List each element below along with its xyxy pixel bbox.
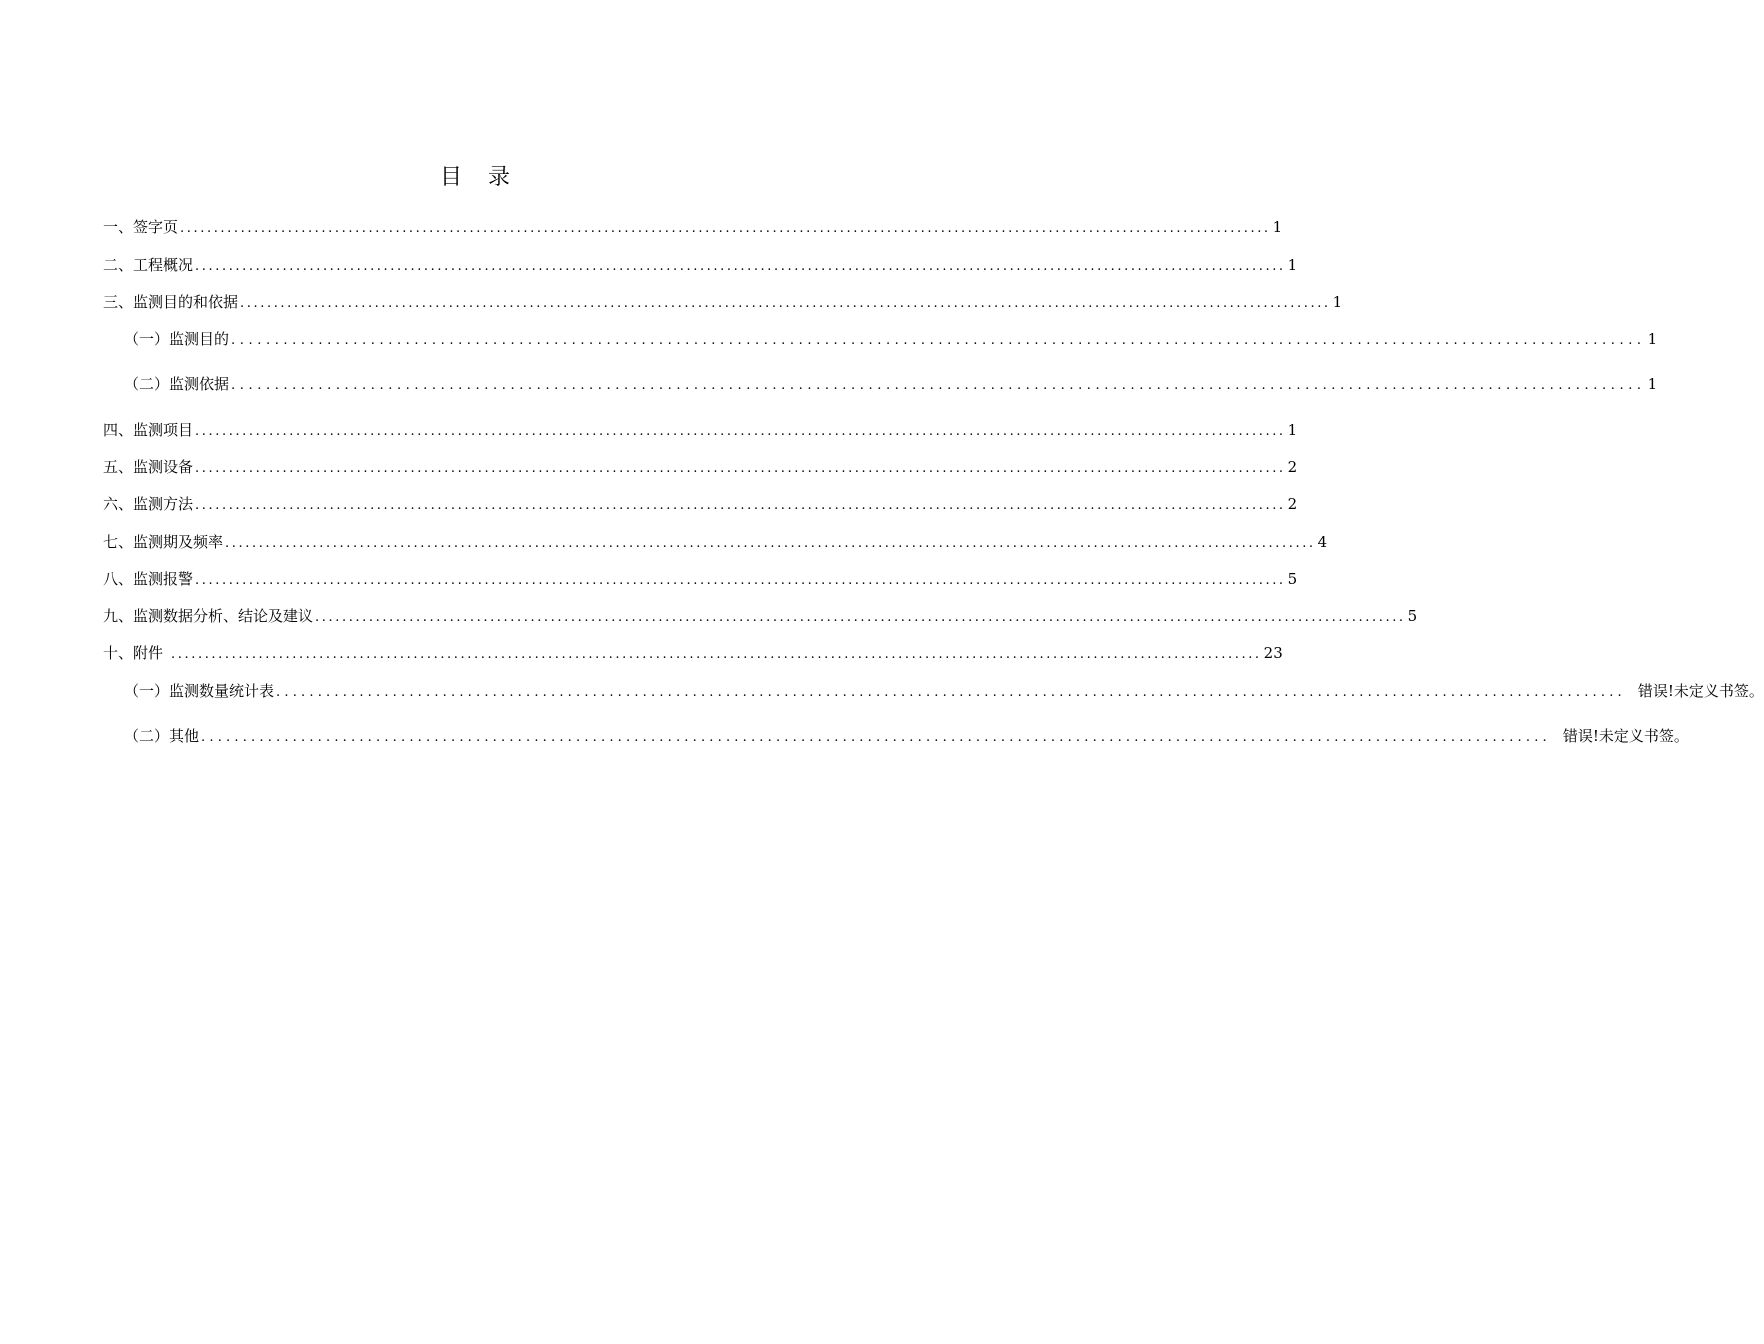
toc-entry[interactable] — [103, 291, 1343, 313]
toc-entry[interactable] — [124, 328, 1658, 350]
toc-entry[interactable] — [124, 373, 1658, 395]
toc-entry-text: 监测报警 — [133, 570, 194, 588]
toc-entry[interactable] — [103, 216, 1283, 238]
toc-entry-page: 1 — [1272, 218, 1283, 236]
toc-leader-dots: .................................................................................................................................................................. — [195, 573, 1286, 588]
toc-entry-text: 监测目的 — [169, 330, 230, 348]
toc-leader-dots: .................................................................................................................................................................. — [201, 730, 1551, 745]
toc-entry-text: 附件 — [133, 644, 164, 662]
toc-entry-number: 五、 — [103, 458, 134, 476]
toc-entry-text: 监测设备 — [133, 458, 194, 476]
toc-entry-page: 1 — [1287, 421, 1298, 439]
toc-leader-dots: .................................................................................................................................................................. — [315, 610, 1406, 625]
toc-entry-text: 监测数据分析、结论及建议 — [133, 607, 314, 625]
toc-entry[interactable] — [124, 680, 1764, 702]
toc-entry-page: 1 — [1287, 256, 1298, 274]
toc-entry[interactable] — [124, 725, 1689, 747]
toc-entry-page: 23 — [1263, 644, 1283, 662]
toc-leader-dots: .................................................................................................................................................................. — [195, 461, 1286, 476]
toc-entry-text: 签字页 — [133, 218, 179, 236]
toc-leader-dots: .................................................................................................................................................................. — [231, 333, 1646, 348]
toc-entry-page: 1 — [1332, 293, 1343, 311]
toc-entry-text: 监测数量统计表 — [169, 682, 275, 700]
toc-entry-number: 八、 — [103, 570, 134, 588]
toc-entry-number: 十、 — [103, 644, 134, 662]
toc-entry-page: 5 — [1407, 607, 1418, 625]
toc-leader-dots: .................................................................................................................................................................. — [276, 685, 1626, 700]
toc-entry-page: 4 — [1317, 533, 1328, 551]
toc-entry-page: 1 — [1647, 330, 1658, 348]
toc-entry-number: 一、 — [103, 218, 134, 236]
toc-entry-text: 监测目的和依据 — [133, 293, 239, 311]
toc-entry-page: 错误!未定义书签。 — [1562, 727, 1689, 745]
toc-entry[interactable] — [103, 568, 1298, 590]
toc-leader-dots: .................................................................................................................................................................. — [195, 424, 1286, 439]
toc-entry-page: 2 — [1287, 495, 1298, 513]
toc-entry-page: 5 — [1287, 570, 1298, 588]
toc-entry-number: （一） — [124, 682, 170, 700]
toc-leader-dots: .................................................................................................................................................................. — [231, 378, 1646, 393]
toc-entry-number: 二、 — [103, 256, 134, 274]
toc-entry[interactable] — [103, 493, 1298, 515]
toc-leader-dots: .................................................................................................................................................................. — [171, 647, 1262, 662]
toc-entry-number: 九、 — [103, 607, 134, 625]
toc-title — [0, 160, 950, 191]
toc-entry-number: 四、 — [103, 421, 134, 439]
toc-leader-dots: .................................................................................................................................................................. — [195, 259, 1286, 274]
toc-entry[interactable] — [103, 605, 1418, 627]
toc-entry-text: 监测依据 — [169, 375, 230, 393]
toc-entry-page: 1 — [1647, 375, 1658, 393]
toc-entry[interactable] — [103, 642, 1283, 664]
toc-entry-number: （二） — [124, 375, 170, 393]
toc-entry[interactable] — [103, 456, 1298, 478]
toc-entry-number: （一） — [124, 330, 170, 348]
toc-entry-number: （二） — [124, 727, 170, 745]
toc-entry-text: 其他 — [169, 727, 200, 745]
toc-title-char-2: 录 — [488, 165, 511, 190]
toc-entry-page: 2 — [1287, 458, 1298, 476]
toc-entry-text: 工程概况 — [133, 256, 194, 274]
toc-title-char-1: 目 — [439, 165, 462, 190]
toc-entry[interactable] — [103, 254, 1298, 276]
toc-entry[interactable] — [103, 419, 1298, 441]
toc-entry-text: 监测方法 — [133, 495, 194, 513]
toc-entry[interactable] — [103, 531, 1328, 553]
toc-leader-dots: .................................................................................................................................................................. — [195, 498, 1286, 513]
toc-entry-number: 七、 — [103, 533, 134, 551]
toc-leader-dots: .................................................................................................................................................................. — [180, 221, 1271, 236]
toc-entry-text: 监测期及频率 — [133, 533, 224, 551]
toc-entry-page: 错误!未定义书签。 — [1637, 682, 1764, 700]
toc-entry-text: 监测项目 — [133, 421, 194, 439]
toc-entry-number: 三、 — [103, 293, 134, 311]
toc-leader-dots: .................................................................................................................................................................. — [225, 536, 1316, 551]
toc-entry-number: 六、 — [103, 495, 134, 513]
toc-leader-dots: .................................................................................................................................................................. — [240, 296, 1331, 311]
